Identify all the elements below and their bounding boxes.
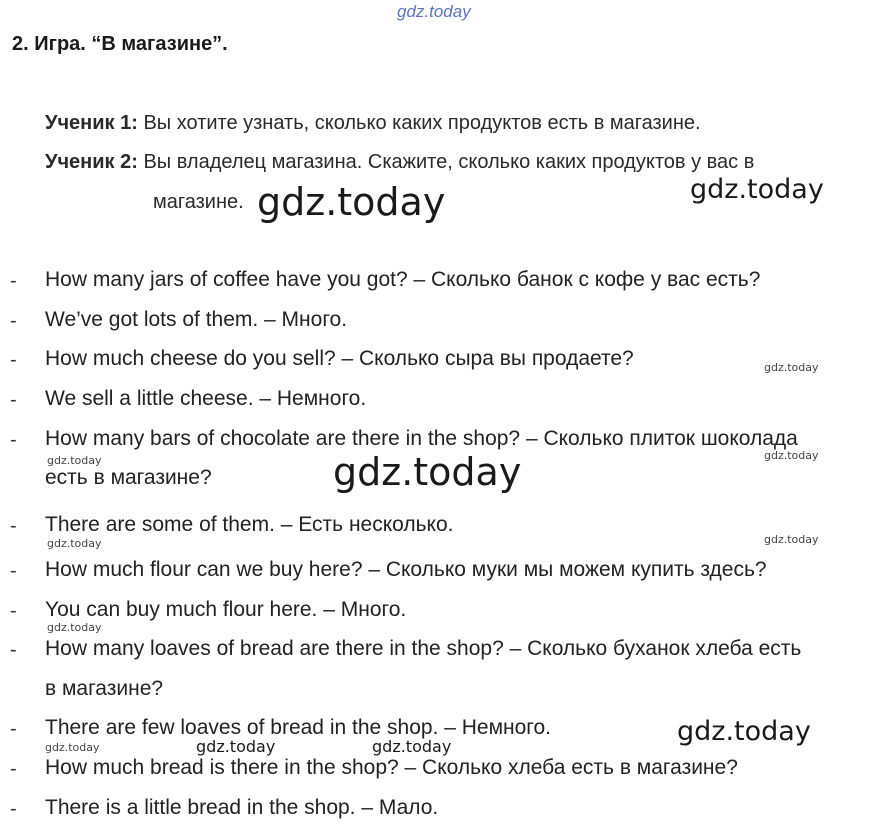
student-2-label: Ученик 2: xyxy=(45,151,138,173)
watermark-tiny: gdz.today xyxy=(47,537,102,550)
student-2-instruction xyxy=(45,151,754,174)
list-dash: - xyxy=(10,429,17,451)
watermark-small: gdz.today xyxy=(372,737,452,756)
list-dash: - xyxy=(10,639,17,661)
student-1-text: Вы хотите узнать, сколько каких продуктов есть в магазине. xyxy=(137,112,701,134)
list-dash: - xyxy=(10,389,17,411)
dialogue-line-cont: в магазине? xyxy=(45,677,164,700)
watermark-large: gdz.today xyxy=(257,180,446,224)
list-dash: - xyxy=(10,600,17,622)
list-dash: - xyxy=(10,798,17,820)
list-dash: - xyxy=(10,349,17,371)
watermark-medium: gdz.today xyxy=(690,174,824,205)
dialogue-line: How much cheese do you sell? – Сколько сыра вы продаете? xyxy=(45,347,634,370)
watermark-tiny: gdz.today xyxy=(764,533,819,546)
watermark-tiny: gdz.today xyxy=(45,741,100,754)
dialogue-line-cont: есть в магазине? xyxy=(45,466,212,489)
dialogue-line: How much bread is there in the shop? – Сколько хлеба есть в магазине? xyxy=(45,756,738,779)
watermark-top: gdz.today xyxy=(397,2,471,21)
watermark-small: gdz.today xyxy=(196,737,276,756)
dialogue-line: How much flour can we buy here? – Сколько муки мы можем купить здесь? xyxy=(45,558,767,581)
dialogue-line: There are some of them. – Есть несколько. xyxy=(45,513,454,536)
student-2-instruction-cont: магазине. xyxy=(153,191,244,213)
dialogue-line: We’ve got lots of them. – Много. xyxy=(45,308,348,331)
watermark-tiny: gdz.today xyxy=(47,621,102,634)
watermark-tiny: gdz.today xyxy=(764,361,819,374)
list-dash: - xyxy=(10,560,17,582)
watermark-medium: gdz.today xyxy=(677,716,811,747)
watermark-tiny: gdz.today xyxy=(47,454,102,467)
dialogue-line: How many loaves of bread are there in the shop? – Сколько буханок хлеба есть xyxy=(45,637,802,660)
student-2-text: Вы владелец магазина. Скажите, сколько каких продуктов у вас в xyxy=(137,151,755,173)
student-1-label: Ученик 1: xyxy=(45,112,138,134)
dialogue-line: There is a little bread in the shop. – Мало. xyxy=(45,796,439,819)
list-dash: - xyxy=(10,758,17,780)
dialogue-line: You can buy much flour here. – Много. xyxy=(45,598,407,621)
list-dash: - xyxy=(10,270,17,292)
list-dash: - xyxy=(10,718,17,740)
exercise-heading: 2. Игра. “В магазине”. xyxy=(12,33,228,55)
watermark-tiny: gdz.today xyxy=(764,449,819,462)
dialogue-line: How many bars of chocolate are there in the shop? – Сколько плиток шоколада xyxy=(45,427,798,450)
watermark-large: gdz.today xyxy=(333,450,522,494)
list-dash: - xyxy=(10,310,17,332)
student-1-instruction xyxy=(45,112,701,135)
list-dash: - xyxy=(10,515,17,537)
dialogue-line: There are few loaves of bread in the shop. – Немного. xyxy=(45,716,552,739)
dialogue-line: How many jars of coffee have you got? – Сколько банок с кофе у вас есть? xyxy=(45,268,761,291)
dialogue-line: We sell a little cheese. – Немного. xyxy=(45,387,367,410)
